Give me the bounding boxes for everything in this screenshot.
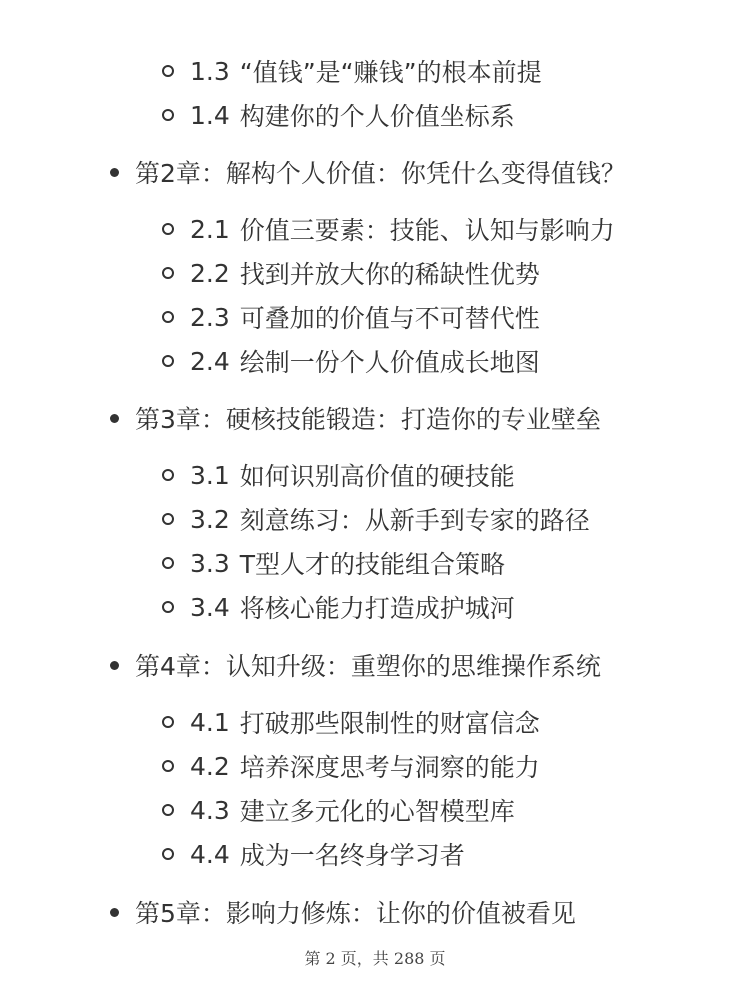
toc-subsection-4-1[interactable] [0,704,750,740]
toc-subsection-1-4[interactable] [0,97,750,133]
subsection-number: 2.4 [190,346,230,376]
subsection-title: 构建你的个人价值坐标系 [239,102,515,131]
toc-subsection-3-1[interactable] [0,457,750,493]
toc-subsection-2-1[interactable] [0,211,750,247]
subsection-number: 3.2 [190,504,230,534]
chapter-title: 第5章：影响力修炼：让你的价值被看见 [135,899,576,928]
subsection-title: 刻意练习：从新手到专家的路径 [239,506,590,535]
hollow-bullet-icon [162,311,174,323]
solid-bullet-icon [110,908,119,917]
toc-subsection-4-4[interactable] [0,836,750,872]
hollow-bullet-icon [162,223,174,235]
subsection-title: 打破那些限制性的财富信念 [239,709,540,738]
hollow-bullet-icon [162,469,174,481]
chapter-title: 第3章：硬核技能锻造：打造你的专业壁垒 [135,405,601,434]
subsection-number: 4.3 [190,795,230,825]
subsection-title: T型人才的技能组合策略 [239,550,506,579]
subsection-title: 将核心能力打造成护城河 [239,594,515,623]
toc-chapter-3[interactable] [0,400,750,436]
chapter-title: 第2章：解构个人价值：你凭什么变得值钱？ [135,159,626,188]
solid-bullet-icon [110,168,119,177]
hollow-bullet-icon [162,601,174,613]
subsection-title: 绘制一份个人价值成长地图 [239,348,540,377]
hollow-bullet-icon [162,804,174,816]
subsection-title: 培养深度思考与洞察的能力 [239,753,540,782]
subsection-number: 2.1 [190,214,230,244]
subsection-number: 1.3 [190,56,230,86]
subsection-number: 3.3 [190,548,230,578]
subsection-number: 2.3 [190,302,230,332]
subsection-number: 4.4 [190,839,230,869]
subsection-number: 4.2 [190,751,230,781]
subsection-title: 找到并放大你的稀缺性优势 [239,260,540,289]
page-number-footer: 第 2 页，共 288 页 [304,949,446,968]
toc-subsection-2-2[interactable] [0,255,750,291]
toc-chapter-2[interactable] [0,154,750,190]
subsection-number: 3.4 [190,592,230,622]
toc-subsection-3-4[interactable] [0,589,750,625]
toc-subsection-4-2[interactable] [0,748,750,784]
hollow-bullet-icon [162,848,174,860]
hollow-bullet-icon [162,557,174,569]
toc-subsection-2-3[interactable] [0,299,750,335]
subsection-number: 1.4 [190,100,230,130]
hollow-bullet-icon [162,65,174,77]
hollow-bullet-icon [162,513,174,525]
toc-subsection-2-4[interactable] [0,343,750,379]
subsection-title: 如何识别高价值的硬技能 [239,462,515,491]
hollow-bullet-icon [162,355,174,367]
toc-subsection-1-3[interactable] [0,53,750,89]
subsection-title: 可叠加的价值与不可替代性 [239,304,540,333]
chapter-title: 第4章：认知升级：重塑你的思维操作系统 [135,652,601,681]
solid-bullet-icon [110,661,119,670]
toc-subsection-3-3[interactable] [0,545,750,581]
hollow-bullet-icon [162,109,174,121]
hollow-bullet-icon [162,267,174,279]
subsection-number: 3.1 [190,460,230,490]
subsection-title: “值钱”是“赚钱”的根本前提 [239,58,542,87]
subsection-title: 价值三要素：技能、认知与影响力 [239,216,615,245]
subsection-number: 4.1 [190,707,230,737]
solid-bullet-icon [110,414,119,423]
subsection-number: 2.2 [190,258,230,288]
toc-subsection-3-2[interactable] [0,501,750,537]
hollow-bullet-icon [162,760,174,772]
hollow-bullet-icon [162,716,174,728]
toc-chapter-5[interactable] [0,894,750,930]
subsection-title: 建立多元化的心智模型库 [239,797,515,826]
toc-chapter-4[interactable] [0,647,750,683]
toc-subsection-4-3[interactable] [0,792,750,828]
subsection-title: 成为一名终身学习者 [239,841,465,870]
